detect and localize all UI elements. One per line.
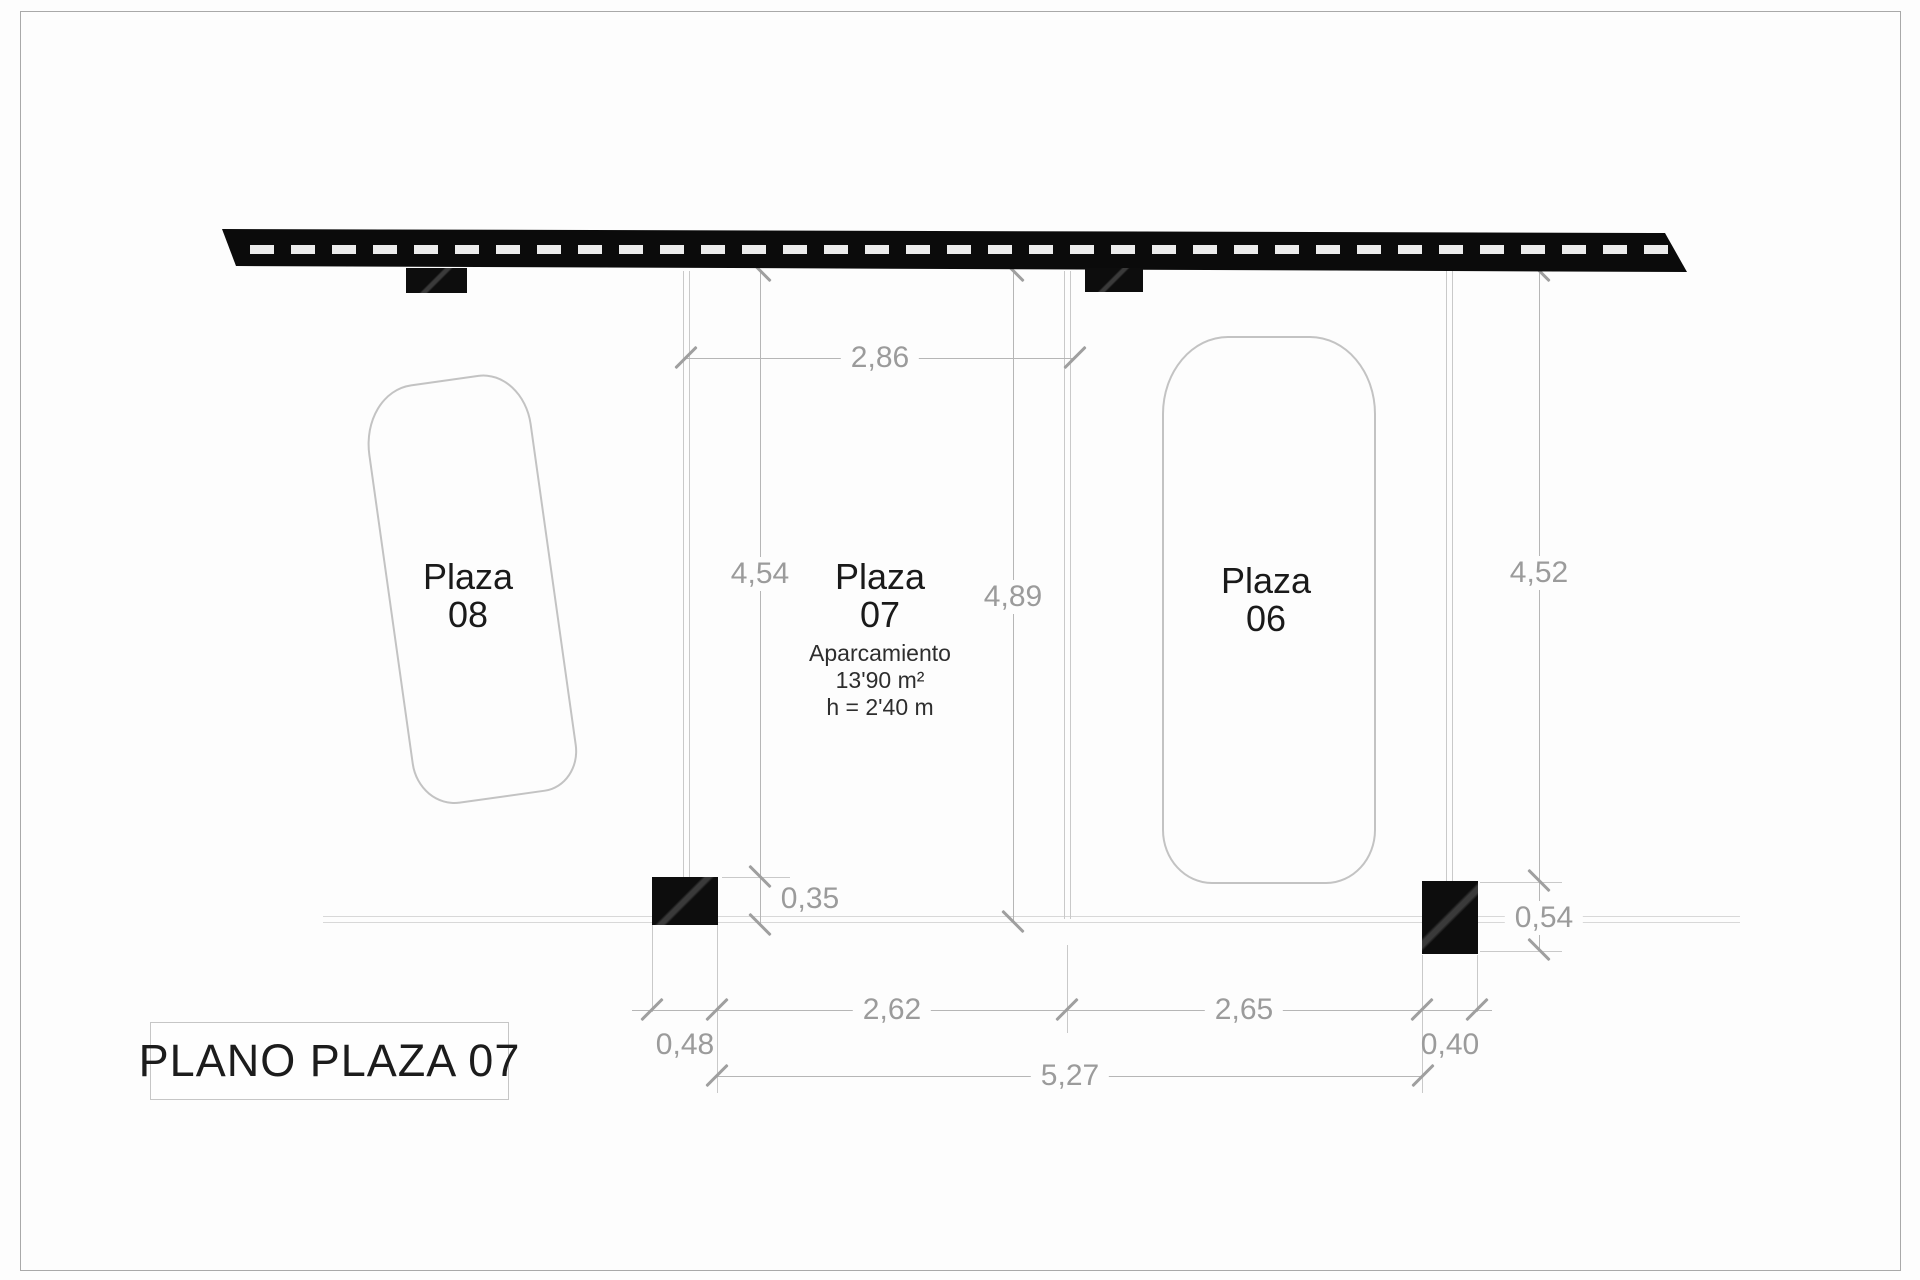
plaza-07-area: 13'90 m² xyxy=(835,667,925,693)
plaza-06-label xyxy=(1221,562,1311,638)
plaza-07-number: 07 xyxy=(859,594,901,635)
column-top-left xyxy=(406,268,467,293)
dim-label-pillar-width-right: 0,40 xyxy=(1420,1028,1480,1061)
extension-line xyxy=(722,877,790,878)
dim-label-pillar-offset-left: 0,35 xyxy=(780,882,840,915)
column-bottom-right xyxy=(1422,881,1478,954)
column-bottom-left xyxy=(652,877,718,925)
extension-line xyxy=(1477,955,1478,1012)
plaza-08-name: Plaza xyxy=(422,556,514,597)
title-block xyxy=(138,1022,521,1100)
extension-line xyxy=(1067,945,1068,1033)
bay-divider-right xyxy=(1452,271,1453,881)
dim-line-depth-left xyxy=(760,271,761,925)
extension-line xyxy=(652,925,653,1012)
dim-label-span-left: 2,62 xyxy=(853,993,931,1027)
bay-divider-center xyxy=(1070,271,1071,919)
wall-axis-dashed-line xyxy=(250,245,1670,254)
plaza-06-number: 06 xyxy=(1245,598,1287,639)
dim-label-pillar-width-left: 0,48 xyxy=(655,1028,715,1061)
column-top-center xyxy=(1085,268,1143,292)
plaza-07-name: Plaza xyxy=(834,556,926,597)
plaza-07-label xyxy=(809,558,951,721)
extension-line xyxy=(1480,951,1562,952)
plaza-07-use: Aparcamiento xyxy=(809,640,951,666)
dim-label-depth-center: 4,89 xyxy=(974,580,1052,614)
plaza-06-name: Plaza xyxy=(1220,560,1312,601)
drawing-title: PLANO PLAZA 07 xyxy=(138,1035,521,1086)
dim-label-total-span: 5,27 xyxy=(1031,1059,1109,1093)
bay-divider-right xyxy=(1446,271,1447,881)
dim-label-span-right: 2,65 xyxy=(1205,993,1283,1027)
bay-divider-left xyxy=(689,271,690,877)
plaza-07-clear-height: h = 2'40 m xyxy=(826,694,934,720)
plaza-08-label xyxy=(423,558,513,634)
extension-line xyxy=(1480,882,1562,883)
dim-label-bay-width-top: 2,86 xyxy=(841,341,919,375)
dim-label-depth-left: 4,54 xyxy=(721,557,799,591)
dim-label-depth-right: 4,52 xyxy=(1500,556,1578,590)
dim-label-pillar-height-right: 0,54 xyxy=(1505,901,1583,935)
plaza-08-number: 08 xyxy=(447,594,489,635)
dim-line-depth-right xyxy=(1539,271,1540,951)
